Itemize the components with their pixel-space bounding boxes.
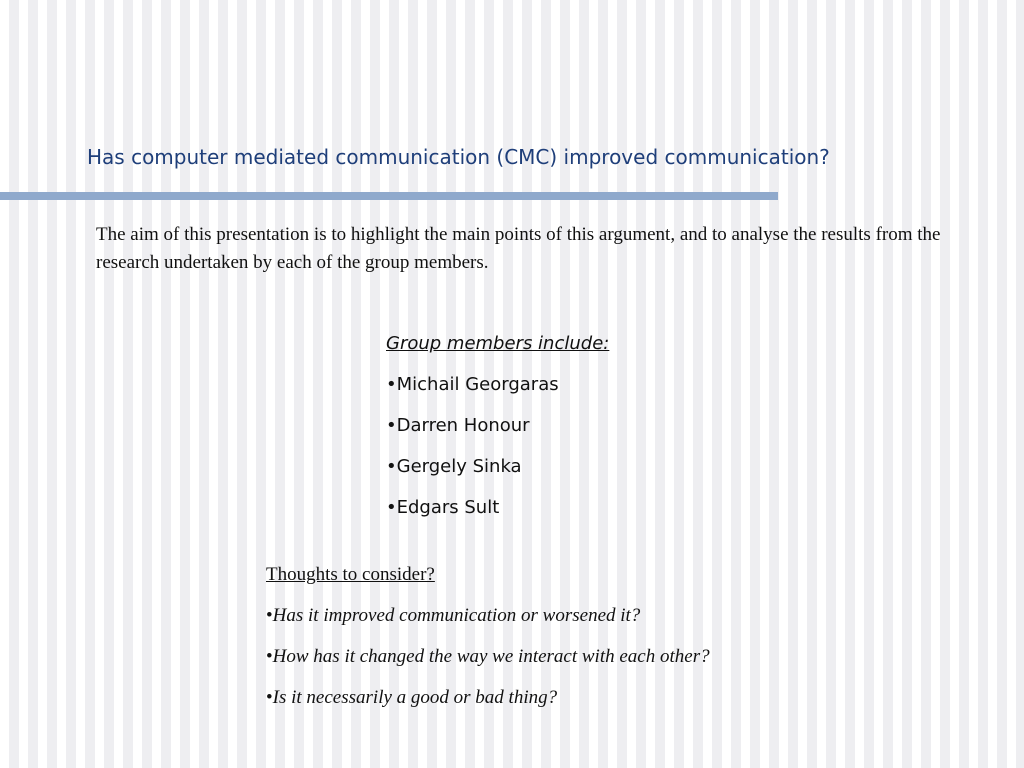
member-item (386, 495, 609, 536)
bullet: • (266, 646, 273, 667)
thought-question: Has it improved communication or worsened it? (272, 605, 641, 626)
member-item (386, 372, 609, 413)
thought-item (266, 603, 710, 644)
thought-item (266, 644, 710, 685)
member-item (386, 413, 609, 454)
thought-item (266, 685, 710, 726)
thought-question: Is it necessarily a good or bad thing? (272, 687, 558, 708)
bullet: • (266, 687, 273, 708)
group-members-list (386, 331, 609, 536)
member-item (386, 454, 609, 495)
bullet: • (386, 456, 397, 477)
thoughts-heading: Thoughts to consider? (266, 564, 435, 585)
member-name: Darren Honour (396, 415, 530, 436)
intro-paragraph: The aim of this presentation is to highlight the main points of this argument, and to analyse the results from the research undertaken by each of the group members. (96, 224, 941, 273)
bullet: • (266, 605, 273, 626)
member-name: Michail Georgaras (396, 374, 559, 395)
thoughts-list (266, 562, 710, 726)
bullet: • (386, 374, 397, 395)
member-name: Edgars Sult (396, 497, 500, 518)
slide-title: Has computer mediated communication (CMC) improved communication? (87, 145, 830, 169)
member-name: Gergely Sinka (396, 456, 522, 477)
thought-question: How has it changed the way we interact with each other? (272, 646, 710, 667)
title-underline-bar (0, 192, 778, 200)
bullet: • (386, 497, 397, 518)
group-members-heading: Group members include: (386, 333, 610, 354)
bullet: • (386, 415, 397, 436)
